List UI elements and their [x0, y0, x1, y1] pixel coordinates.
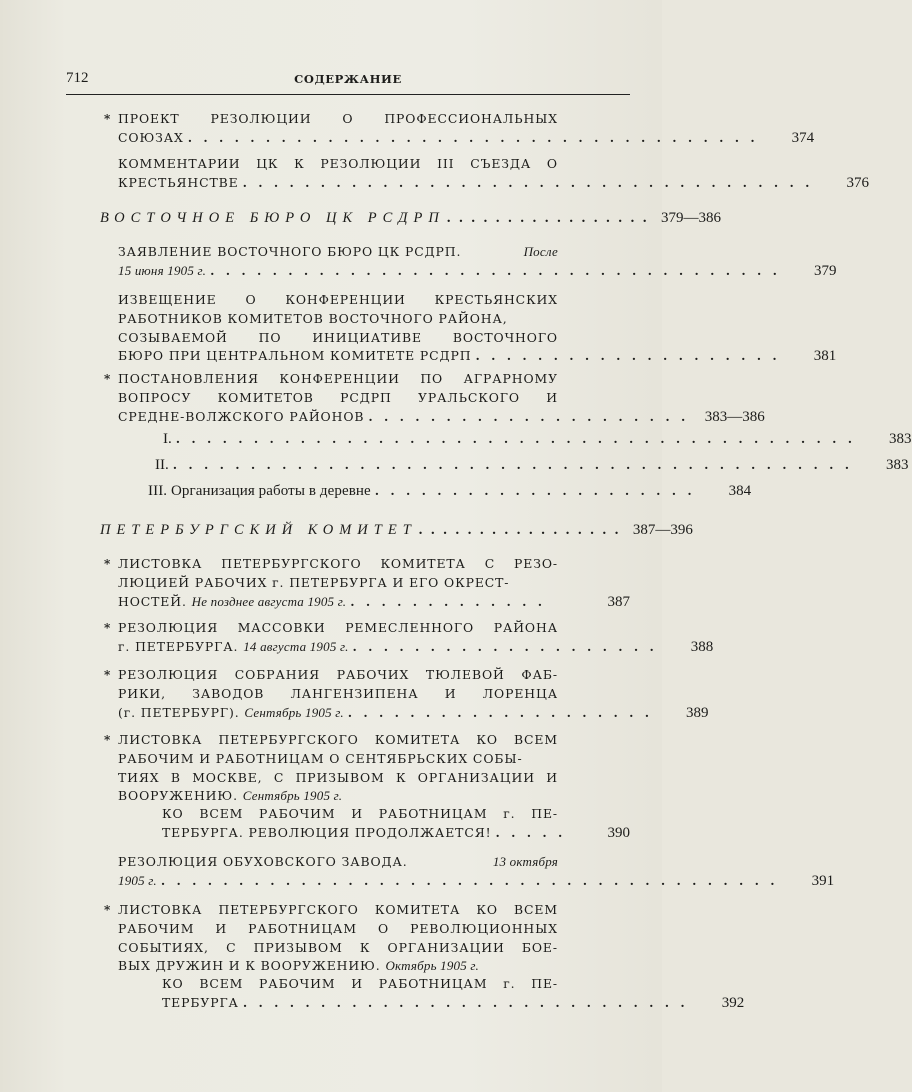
running-title: СОДЕРЖАНИЕ — [294, 72, 402, 86]
asterisk-icon: * — [104, 733, 112, 747]
toc-entry-4[interactable] — [118, 291, 837, 366]
page-ref: 383 — [889, 431, 912, 447]
toc-subentry-ii[interactable] — [155, 456, 909, 475]
entry-line: ЛИСТОВКА ПЕТЕРБУРГСКОГО КОМИТЕТА КО ВСЕМ — [118, 902, 558, 917]
toc-entry-7[interactable] — [104, 619, 714, 657]
entry-line: I. . . . . . . . . . . . . . . . . . . . . . . . . . . . . . . . . . . . . . . . . . . . . 383 — [163, 431, 912, 447]
entry-line: РАБОТНИКОВ КОМИТЕТОВ ВОСТОЧНОГО РАЙОНА, — [118, 310, 508, 326]
entry-line: II. . . . . . . . . . . . . . . . . . . . . . . . . . . . . . . . . . . . . . . . . . . . . 383 — [155, 457, 909, 473]
page-header — [66, 70, 630, 95]
entry-line: КО ВСЕМ РАБОЧИМ И РАБОТНИЦАМ г. ПЕ- — [162, 976, 558, 991]
entry-line: ТЕРБУРГА. РЕВОЛЮЦИЯ ПРОДОЛЖАЕТСЯ! . . . . . 390 — [162, 824, 630, 841]
page-ref: 381 — [813, 348, 837, 365]
entry-line: РЕЗОЛЮЦИЯ ОБУХОВСКОГО ЗАВОДА. 13 октября — [118, 854, 558, 869]
entry-line: ПОСТАНОВЛЕНИЯ КОНФЕРЕНЦИИ ПО АГРАРНОМУ — [118, 371, 558, 386]
toc-entry-10[interactable] — [118, 853, 835, 891]
toc-subentry-iii[interactable] — [148, 482, 752, 501]
asterisk-icon: * — [104, 668, 112, 682]
entry-line: КРЕСТЬЯНСТВЕ . . . . . . . . . . . . . . . . . . . . . . . . . . . . . . . . . . . . . 376 — [118, 174, 869, 191]
page-number: 712 — [66, 70, 89, 86]
entry-line: РИКИ, ЗАВОДОВ ЛАНГЕНЗИПЕНА И ЛОРЕНЦА — [118, 685, 558, 701]
toc-entry-8[interactable] — [104, 666, 709, 722]
page-ref: 392 — [721, 994, 745, 1011]
asterisk-icon: * — [104, 903, 112, 917]
page-ref: 387—396 — [632, 522, 693, 538]
entry-line: ВЫХ ДРУЖИН И К ВООРУЖЕНИЮ. Октябрь 1905 г. — [118, 958, 479, 974]
entry-line: СРЕДНЕ-ВОЛЖСКОГО РАЙОНОВ . . . . . . . . . . . . . . . . . . . . . 383—386 — [118, 408, 765, 425]
toc-subentry-9a[interactable] — [162, 805, 630, 843]
entry-line: ТЕРБУРГА . . . . . . . . . . . . . . . . . . . . . . . . . . . . . 392 — [162, 994, 745, 1011]
page-ref: 390 — [607, 824, 630, 841]
entry-line: 15 июня 1905 г. . . . . . . . . . . . . . . . . . . . . . . . . . . . . . . . . . . . . . 379 — [118, 262, 837, 279]
page-ref: 388 — [690, 638, 714, 655]
asterisk-icon: * — [104, 621, 112, 635]
page-ref: 379 — [813, 262, 837, 279]
asterisk-icon: * — [104, 557, 112, 571]
toc-entry-5[interactable] — [104, 370, 765, 426]
entry-line: ЛЮЦИЕЙ РАБОЧИХ г. ПЕТЕРБУРГА И ЕГО ОКРЕСТ- — [118, 574, 510, 590]
entry-line: КОММЕНТАРИИ ЦК К РЕЗОЛЮЦИИ III СЪЕЗДА О — [118, 156, 558, 171]
entry-line: (г. ПЕТЕРБУРГ). Сентябрь 1905 г. . . . . . . . . . . . . . . . . . . . . 389 — [118, 704, 709, 721]
toc-subentry-11a[interactable] — [162, 975, 745, 1013]
entry-line: БЮРО ПРИ ЦЕНТРАЛЬНОМ КОМИТЕТЕ РСДРП . . . . . . . . . . . . . . . . . . . . 381 — [118, 348, 837, 365]
entry-line: 1905 г. . . . . . . . . . . . . . . . . . . . . . . . . . . . . . . . . . . . . . . . . 391 — [118, 872, 835, 889]
page-ref: 383 — [886, 457, 909, 473]
entry-line: РАБОЧИМ И РАБОТНИЦАМ О СЕНТЯБРЬСКИХ СОБЫ- — [118, 750, 523, 766]
entry-line: РЕЗОЛЮЦИЯ СОБРАНИЯ РАБОЧИХ ТЮЛЕВОЙ ФАБ- — [118, 667, 558, 682]
entry-line: III. Организация работы в деревне . . . . . . . . . . . . . . . . . . . . . 384 — [148, 483, 752, 499]
page-ref: 389 — [686, 704, 709, 721]
entry-line: РЕЗОЛЮЦИЯ МАССОВКИ РЕМЕСЛЕННОГО РАЙОНА — [118, 620, 558, 635]
asterisk-icon: * — [104, 112, 112, 126]
toc-entry-9[interactable] — [104, 731, 630, 806]
toc-entry-3[interactable] — [118, 243, 837, 281]
page-ref: 379—386 — [660, 210, 721, 226]
toc-entry-6[interactable] — [104, 555, 630, 611]
page-ref: 383—386 — [704, 408, 765, 425]
toc-entry-2[interactable] — [118, 155, 869, 193]
entry-line: СОЮЗАХ . . . . . . . . . . . . . . . . . . . . . . . . . . . . . . . . . . . . . 374 — [118, 129, 815, 146]
asterisk-icon: * — [104, 372, 112, 386]
toc-entry-1[interactable] — [104, 110, 815, 148]
entry-line: ИЗВЕЩЕНИЕ О КОНФЕРЕНЦИИ КРЕСТЬЯНСКИХ — [118, 292, 558, 307]
section-heading-eastern-bureau[interactable]: ВОСТОЧНОЕ БЮРО ЦК РСДРП . . . . . . . . . . . . . . . . . 379—386 — [100, 210, 721, 226]
entry-line: ЛИСТОВКА ПЕТЕРБУРГСКОГО КОМИТЕТА КО ВСЕМ — [118, 732, 558, 747]
entry-line: СОБЫТИЯХ, С ПРИЗЫВОМ К ОРГАНИЗАЦИИ БОЕ- — [118, 939, 558, 955]
entry-line: СОЗЫВАЕМОЙ ПО ИНИЦИАТИВЕ ВОСТОЧНОГО — [118, 329, 558, 345]
entry-line: ЗАЯВЛЕНИЕ ВОСТОЧНОГО БЮРО ЦК РСДРП. После — [118, 244, 558, 259]
entry-line: ЛИСТОВКА ПЕТЕРБУРГСКОГО КОМИТЕТА С РЕЗО- — [118, 556, 558, 571]
page-ref: 376 — [846, 174, 869, 191]
entry-line: г. ПЕТЕРБУРГА. 14 августа 1905 г. . . . . . . . . . . . . . . . . . . . . 388 — [118, 638, 714, 655]
page-ref: 384 — [728, 483, 752, 499]
entry-line: ВОПРОСУ КОМИТЕТОВ РСДРП УРАЛЬСКОГО И — [118, 389, 558, 405]
toc-subentry-i[interactable] — [163, 430, 912, 449]
toc-entry-11[interactable] — [104, 901, 630, 976]
entry-line: КО ВСЕМ РАБОЧИМ И РАБОТНИЦАМ г. ПЕ- — [162, 806, 558, 821]
section-heading-petersburg-committee[interactable]: ПЕТЕРБУРГСКИЙ КОМИТЕТ . . . . . . . . . . . . . . . . . 387—396 — [100, 522, 693, 538]
page-ref: 374 — [791, 129, 815, 146]
page-ref: 387 — [607, 593, 630, 610]
entry-line: ПРОЕКТ РЕЗОЛЮЦИИ О ПРОФЕССИОНАЛЬНЫХ — [118, 111, 558, 126]
entry-line: РАБОЧИМ И РАБОТНИЦАМ О РЕВОЛЮЦИОННЫХ — [118, 920, 558, 936]
entry-line: НОСТЕЙ. Не позднее августа 1905 г. . . . . . . . . . . . . . 387 — [118, 593, 630, 610]
entry-line: ВООРУЖЕНИЮ. Сентябрь 1905 г. — [118, 788, 343, 804]
entry-line: ТИЯХ В МОСКВЕ, С ПРИЗЫВОМ К ОРГАНИЗАЦИИ И — [118, 769, 558, 785]
page-ref: 391 — [811, 872, 835, 889]
